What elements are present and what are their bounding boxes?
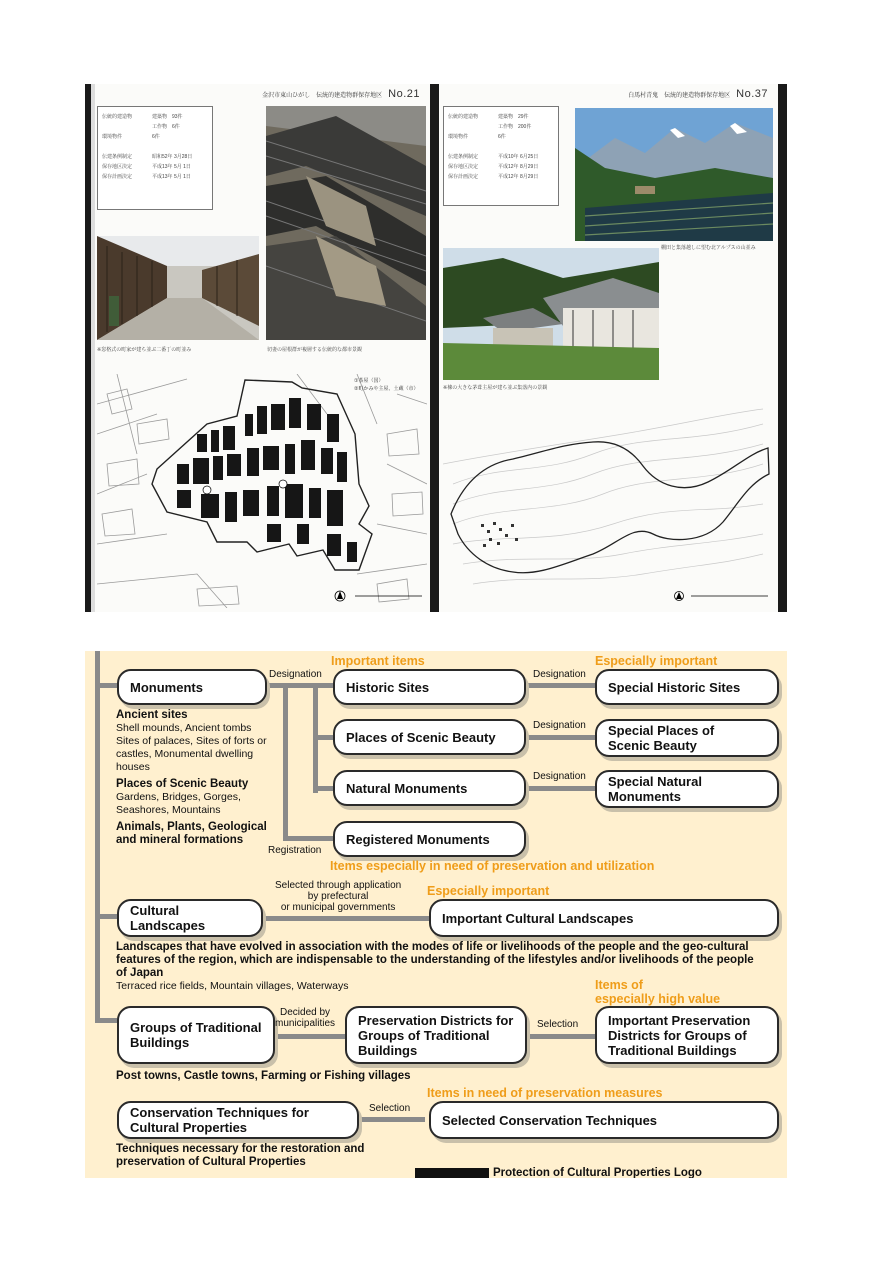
left-info-box: 伝統的建造物 建築物 93件 工作物 6件 環境物件 6件 伝建条例制定 昭和52年 3月28日 保存地区決定 平成13年 5月 1日 保存計画決定 平成13年 5月 1日: [97, 106, 213, 210]
left-header-place: 金沢市東山ひがし 伝統的建造物群保存地区: [262, 93, 383, 99]
selection-label-2: Selection: [369, 1103, 411, 1114]
monuments-description: Ancient sites Shell mounds, Ancient tombs Sites of palaces, Sites of forts or castles, Monumental dwelling houses Places of Scenic Beauty Gardens, Bridges, Gorges, Seashores, Mountains Animals, Plants, Geological and mineral formations: [116, 709, 267, 846]
registration-label: Registration: [268, 845, 322, 856]
high-value-heading: Items of especially high value: [595, 978, 721, 1006]
decided-by-label: Decided by municipalities: [275, 1007, 336, 1029]
cultural-landscapes-box: Cultural Landscapes: [117, 899, 263, 937]
roofs-caption: 切妻の屋根群が複層する伝統的な都市景観: [267, 347, 363, 353]
designation-label-1: Designation: [269, 669, 322, 680]
village-map: [443, 404, 773, 609]
special-natural-monuments-box: Special Natural Monuments: [595, 770, 779, 808]
especially-important-heading-2: Especially important: [427, 884, 550, 898]
farmhouse-caption: ※棟の大きな茅葺主屋が建ち並ぶ集落内の景観: [443, 385, 548, 391]
right-page: [439, 84, 778, 612]
selection-label-1: Selection: [537, 1019, 579, 1030]
logo-caption: Protection of Cultural Properties Logo: [493, 1167, 702, 1178]
special-historic-sites-box: Special Historic Sites: [595, 669, 779, 705]
natural-monuments-box: Natural Monuments: [333, 770, 526, 806]
map-legend: ①茶屋（国） ②町かみや主屋、土蔵（市）: [354, 378, 419, 392]
right-page-header: [628, 88, 768, 100]
cultural-properties-chart: [85, 651, 787, 1178]
important-cultural-landscapes-box: Important Cultural Landscapes: [429, 899, 779, 937]
registered-monuments-box: Registered Monuments: [333, 821, 526, 857]
historic-sites-box: Historic Sites: [333, 669, 526, 705]
street-photo: [97, 236, 259, 340]
post-towns-text: Post towns, Castle towns, Farming or Fishing villages: [116, 1070, 411, 1082]
right-header-number: No.37: [736, 88, 768, 100]
places-scenic-beauty-box: Places of Scenic Beauty: [333, 719, 526, 755]
preservation-utilization-heading: Items especially in need of preservation and utilization: [330, 859, 655, 873]
main-trunk-line: [95, 651, 100, 1023]
left-page-header: [262, 88, 420, 100]
important-preservation-districts-box: Important Preservation Districts for Groups of Traditional Buildings: [595, 1006, 779, 1064]
especially-important-heading-1: Especially important: [595, 654, 718, 668]
street-caption: ※窓格式の町家が建ち並ぶ二番丁の町並み: [97, 347, 192, 353]
landscapes-description: Landscapes that have evolved in association with the modes of life or livelihoods of the people and the geo-cultural features of the region, which are indispensable to the understanding of the lifestyles and/or livelihoods of the people of Japan Terraced rice fields, Mountain villages, Waterways: [116, 941, 754, 992]
left-header-number: No.21: [388, 88, 420, 100]
scanned-page-spread: [85, 84, 787, 612]
mountain-caption: 棚田と集落越しに望む北アルプスの山並み: [661, 245, 756, 251]
right-header-place: 白馬村青鬼 伝統的建造物群保存地区: [628, 93, 731, 99]
right-info-box: 伝統的建造物 建築物 29件 工作物 200件 環境物件 6件 伝建条例制定 平成10年 6月25日 保存地区決定 平成12年 8月29日 保存計画決定 平成12年 8月29日: [443, 106, 559, 206]
preservation-districts-box: Preservation Districts for Groups of Traditional Buildings: [345, 1006, 527, 1064]
district-map: [97, 374, 427, 608]
designation-label-3: Designation: [533, 720, 586, 731]
farmhouse-photo: [443, 248, 659, 380]
conservation-techniques-box: Conservation Techniques for Cultural Properties: [117, 1101, 359, 1139]
monuments-box: Monuments: [117, 669, 267, 705]
selected-conservation-techniques-box: Selected Conservation Techniques: [429, 1101, 779, 1139]
groups-traditional-buildings-box: Groups of Traditional Buildings: [117, 1006, 275, 1064]
important-items-heading: Important items: [331, 654, 425, 668]
designation-label-2: Designation: [533, 669, 586, 680]
roofs-photo: [266, 106, 426, 340]
designation-label-4: Designation: [533, 771, 586, 782]
cultural-properties-logo-icon: [415, 1168, 489, 1178]
mountain-photo: [575, 108, 773, 241]
left-page: [91, 84, 430, 612]
selected-through-label: Selected through application by prefectural or municipal governments: [275, 880, 402, 913]
techniques-description: Techniques necessary for the restoration and preservation of Cultural Properties: [116, 1143, 365, 1168]
preservation-measures-heading: Items in need of preservation measures: [427, 1086, 663, 1100]
special-places-scenic-box: Special Places of Scenic Beauty: [595, 719, 779, 757]
